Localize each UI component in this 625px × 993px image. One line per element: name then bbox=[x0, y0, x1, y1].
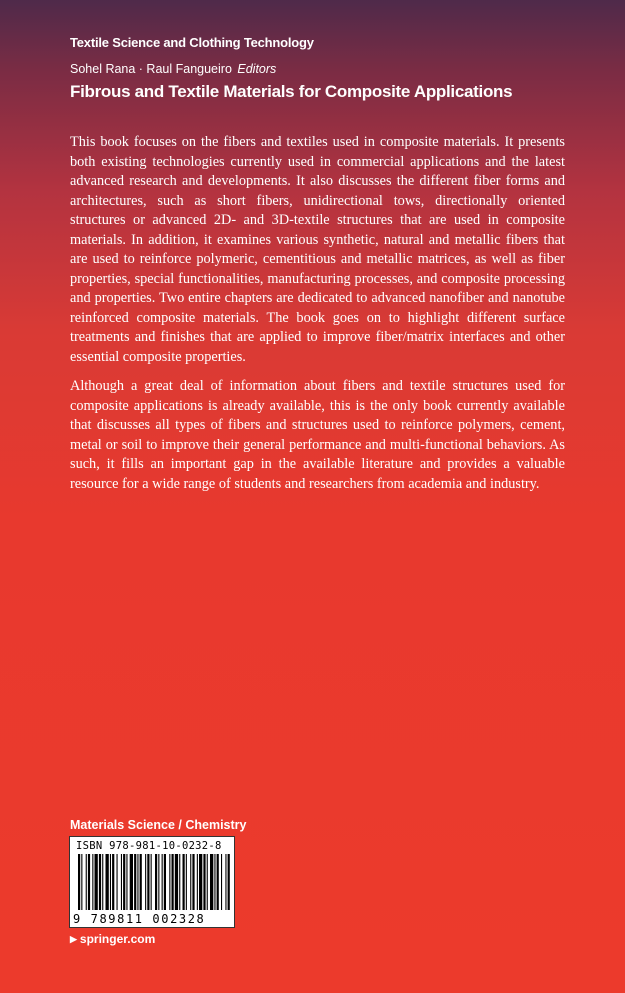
isbn-barcode bbox=[69, 836, 235, 928]
book-title: Fibrous and Textile Materials for Composite Applications bbox=[70, 82, 513, 101]
subject-category: Materials Science / Chemistry bbox=[70, 818, 247, 832]
description-paragraph-2: Although a great deal of information about fibers and textile structures used for composite applications is already available, this is the only book currently available that discusses all types of fibers and structures used to reinforce polymers, cement, metal or soil to improve their general performance and multi-functional behaviors. As such, it fills an important gap in the available literature and provides a valuable resource for a wide range of students and researchers from academia and industry. bbox=[70, 378, 565, 492]
editor-names: Sohel Rana · Raul Fangueiro bbox=[70, 62, 232, 76]
book-description bbox=[70, 133, 565, 504]
editors-line bbox=[70, 62, 276, 76]
editors-role: Editors bbox=[237, 62, 277, 76]
isbn-label: ISBN 978-981-10-0232-8 bbox=[76, 840, 222, 852]
barcode-digits: 9 789811 002328 bbox=[73, 912, 206, 926]
series-title: Textile Science and Clothing Technology bbox=[70, 35, 314, 50]
publisher-url: springer.com bbox=[79, 932, 156, 946]
barcode-bars bbox=[74, 854, 232, 912]
arrow-right-icon: ▶ bbox=[70, 933, 77, 944]
publisher-link[interactable] bbox=[70, 932, 155, 946]
description-paragraph-1: This book focuses on the fibers and textiles used in composite materials. It presents both existing technologies currently used in commercial applications and the latest advanced research and developments. It also discusses the different fiber forms and architectures, such as short fibers, unidirectional tows, directionally oriented structures or advanced 2D- and 3D-textile structures that are used in composite materials. In addition, it examines various synthetic, natural and metallic fibers that are used to reinforce polymeric, cementitious and metallic matrices, as well as fiber properties, special functionalities, manufacturing processes, and composite processing and properties. Two entire chapters are dedicated to advanced nanofiber and nanotube reinforced composite materials. The book goes on to highlight different surface treatments and finishes that are applied to improve fiber/matrix interfaces and other essential composite properties. bbox=[70, 134, 565, 365]
